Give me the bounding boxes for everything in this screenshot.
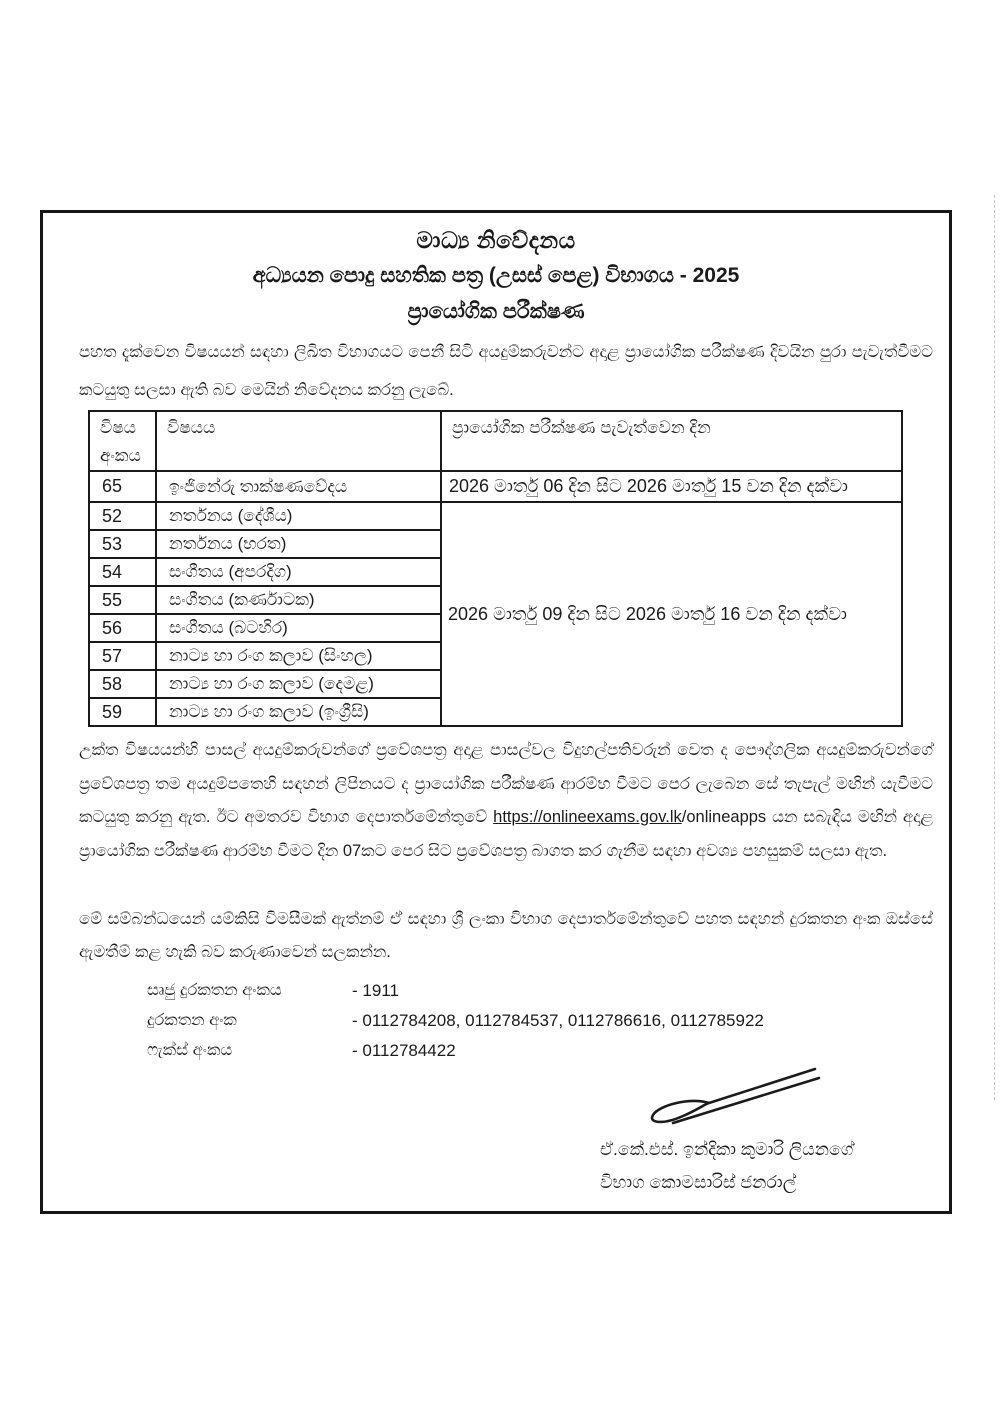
scan-artifact-line: [994, 195, 995, 1100]
contact-row-hotline: [147, 981, 887, 1011]
header-dates: ප්‍රායෝගික පරීක්ෂණ පැවැත්වෙන දින: [441, 411, 902, 471]
handwritten-signature: [643, 1063, 828, 1135]
header-subject-number: [89, 411, 156, 471]
subject-number: 55: [89, 586, 156, 614]
subject-number: 53: [89, 530, 156, 558]
contact-row-telephones: [147, 1011, 887, 1041]
subject-number: 54: [89, 558, 156, 586]
subject-name: නාට්‍ය හා රංග කලාව (සිංහල): [156, 642, 441, 670]
exam-date-range: 2026 මාර්තු 06 දින සිට 2026 මාර්තු 15 වන දින දක්වා: [441, 471, 902, 502]
paragraph-text-after-link: /onlineapps යන සබැඳිය මඟින් අදාළ ප්‍රායෝගික පරීක්ෂණ ආරම්භ වීමට දින 07කට පෙර සිට ප්‍රවේශපත්‍ර බාගත කර ගැනීම සඳහා අවශ්‍ය පහසුකම් සලසා ඇත.: [79, 808, 934, 860]
contact-label: සෘජු දුරකතන අංකය: [147, 981, 282, 999]
contact-value: - 0112784208, 0112784537, 0112786616, 0112785922: [352, 1011, 764, 1030]
signatory-name: ඒ.කේ.එස්. ඉන්දිකා කුමාරි ලියනගේ: [600, 1139, 854, 1159]
subject-name: සංගීතය (කර්ණාටක): [156, 586, 441, 614]
contact-label: ෆැක්ස් අංකය: [147, 1041, 233, 1059]
subject-name: නර්තනය (භරත): [156, 530, 441, 558]
subject-number: 58: [89, 670, 156, 698]
header-subject: විෂයය: [156, 411, 441, 471]
notice-border-box: [40, 210, 952, 1214]
online-exams-link[interactable]: https://onlineexams.gov.lk: [493, 808, 682, 826]
intro-paragraph: පහත දැක්වෙන විෂයයන් සඳහා ලිඛිත විභාගයට පෙනී සිටි අයදුම්කරුවන්ට අදාළ ප්‍රායෝගික පරීක්ෂණ දිවයින පුරා පැවැත්වීමට කටයුතු සලසා ඇති බව මෙයින් නිවේදනය කරනු ලැබේ.: [79, 343, 933, 399]
subject-name: සංගීතය (බටහිර): [156, 614, 441, 642]
practical-exam-schedule-table: [88, 410, 903, 727]
admission-delivery-paragraph: [79, 734, 933, 868]
signatory-title: විභාග කොමසාරිස් ජනරාල්: [600, 1172, 797, 1192]
notice-subtitle: ප්‍රායෝගික පරීක්ෂණ: [407, 300, 585, 323]
contact-value: - 1911: [352, 981, 399, 1000]
paragraph-text-before-link: උක්ත විෂයයන්හි පාසල් අයදුම්කරුවන්ගේ ප්‍රවේශපත්‍ර අදාළ පාසල්වල විදුහල්පතිවරුන් වෙත ද පෞද්ගලික අයදුම්කරුවන්ගේ ප්‍රවේශපත්‍ර තම අයදුම්පතෙහි සඳහන් ලිපිනයට ද ප්‍රායෝගික පරීක්ෂණ ආරම්භ වීමට පෙර ලැබෙන සේ තැපැල් මඟින් යැවීමට කටයුතු කරනු ඇත. ඊට අමතරව විභාග දෙපාර්තමේන්තුවේ: [79, 741, 933, 826]
contact-label: දුරකතන අංක: [147, 1011, 237, 1029]
subject-name: නාට්‍ය හා රංග කලාව (ඉංග්‍රීසි): [156, 698, 441, 726]
table-header-row: [89, 411, 902, 471]
subject-name: ඉංජිනේරු තාක්ෂණවේදය: [156, 471, 441, 502]
exam-title: අධ්‍යයන පොදු සහතික පත්‍ර (උසස් පෙළ) විභාගය - 2025: [252, 264, 740, 287]
subject-number: 56: [89, 614, 156, 642]
contact-numbers-block: [147, 981, 887, 1071]
subject-number: 57: [89, 642, 156, 670]
signatory-block: [600, 1133, 853, 1199]
contact-value: - 0112784422: [352, 1041, 456, 1060]
subject-name: නර්තනය (දේශීය): [156, 502, 441, 530]
subject-number: 52: [89, 502, 156, 530]
subject-number: 65: [89, 471, 156, 502]
inquiries-paragraph: මේ සම්බන්ධයෙන් යම්කිසි විමසීමක් ඇත්නම් ඒ සඳහා ශ්‍රී ලංකා විභාග දෙපාර්තමේන්තුවේ පහත සඳහන් දුරකතන අංක ඔස්සේ ඇමතීම් කළ හැකි බව කරුණාවෙන් සලකන්න.: [79, 910, 933, 961]
exam-date-range-merged: 2026 මාර්තු 09 දින සිට 2026 මාර්තු 16 වන දින දක්වා: [441, 502, 902, 726]
subject-name: සංගීතය (අපරදිග): [156, 558, 441, 586]
table-row: [89, 471, 902, 502]
header-subject-number-line2: අංකය: [100, 446, 141, 465]
subject-number: 59: [89, 698, 156, 726]
header-subject-number-line1: විෂය: [100, 418, 136, 437]
subject-name: නාට්‍ය හා රංග කලාව (දෙමළ): [156, 670, 441, 698]
table-row: [89, 502, 902, 530]
notice-title: මාධ්‍ය නිවේදනය: [416, 227, 576, 253]
